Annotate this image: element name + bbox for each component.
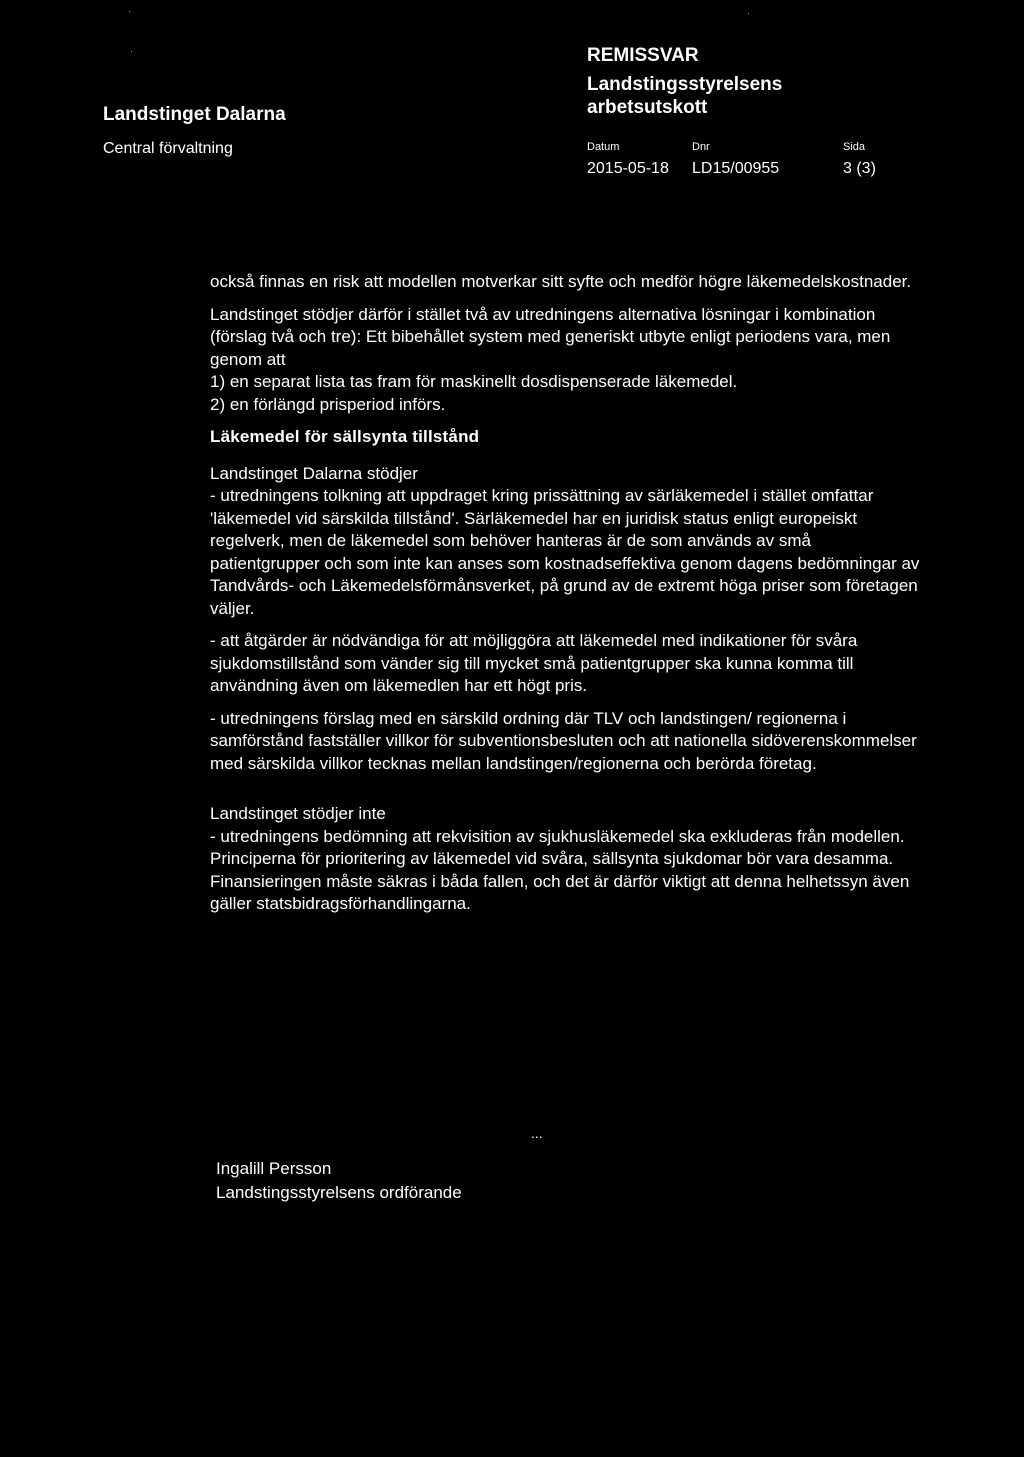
scan-speck: · xyxy=(130,46,133,56)
scan-speck: · xyxy=(128,6,131,16)
signature-ellipsis: ... xyxy=(531,1125,543,1141)
signatory-title: Landstingsstyrelsens ordförande xyxy=(216,1182,462,1202)
section-heading: Läkemedel för sällsynta tillstånd xyxy=(210,427,480,446)
letter-body xyxy=(210,271,920,916)
organization-unit: Central förvaltning xyxy=(103,140,233,157)
signature-block xyxy=(216,1157,462,1204)
dnr-label: Dnr xyxy=(692,141,710,153)
signatory-name: Ingalill Persson xyxy=(216,1159,332,1178)
dnr-value: LD15/00955 xyxy=(692,160,780,177)
paragraph-risk: också finnas en risk att modellen motverkar sitt syfte och medför högre läkemedelskostnader. xyxy=(210,272,912,291)
not-supports-intro: Landstinget stödjer inte xyxy=(210,804,386,823)
not-support-item-1: - utredningens bedömning att rekvisition av sjukhusläkemedel ska exkluderas från modellen. Principerna för prioritering av läkemedel vid svåra, sällsynta sjukdomar bör vara desamma. Finansieringen måste säkras i båda fallen, och det är därför viktigt att denna helhetssyn även gäller statsbidragsförhandlingarna. xyxy=(210,826,910,913)
document-recipient: Landstingsstyrelsens arbetsutskott xyxy=(587,74,783,118)
page-number: 3 (3) xyxy=(843,160,876,177)
organization-name: Landstinget Dalarna xyxy=(103,104,286,125)
date-value: 2015-05-18 xyxy=(587,160,669,177)
solution-item-1: 1) en separat lista tas fram för maskinellt dosdispenserade läkemedel. xyxy=(210,372,738,391)
scan-speck: · xyxy=(747,8,750,18)
document-type: REMISSVAR xyxy=(587,45,699,66)
date-label: Datum xyxy=(587,141,620,153)
supports-intro: Landstinget Dalarna stödjer xyxy=(210,463,418,483)
support-item-1: - utredningens tolkning att uppdraget kring prissättning av särläkemedel i stället omfattar 'läkemedel vid särskilda tillstånd'. Särläkemedel har en juridisk status enligt europeiskt regelverk, men de läkemedel som behöver hanteras är de som används av små patientgrupper och som inte kan anses som kostnadseffektiva genom dagens bedömningar av Tandvårds- och Läkemedelsförmånsverket, på grund av de extremt höga priser som företagen väljer. xyxy=(210,486,920,618)
support-item-2: - att åtgärder är nödvändiga för att möjliggöra att läkemedel med indikationer för svåra sjukdomstillstånd som vänder sig till mycket små patientgrupper ska kunna komma till användning även om läkemedlen har ett högt pris. xyxy=(210,631,858,695)
solution-item-2: 2) en förlängd prisperiod införs. xyxy=(210,394,446,414)
paragraph-support-solutions: Landstinget stödjer därför i stället två av utredningens alternativa lösningar i kombination (förslag två och tre): Ett bibehållet system med generiskt utbyte enligt periodens vara, men genom att xyxy=(210,304,891,369)
support-item-3: - utredningens förslag med en särskild ordning där TLV och landstingen/ regionerna i samförstånd fastställer villkor för subventionsbesluten och att nationella sidöverenskommelser med särskilda villkor tecknas mellan landstingen/regionerna och berörda företag. xyxy=(210,708,917,773)
page-label: Sida xyxy=(843,141,866,153)
